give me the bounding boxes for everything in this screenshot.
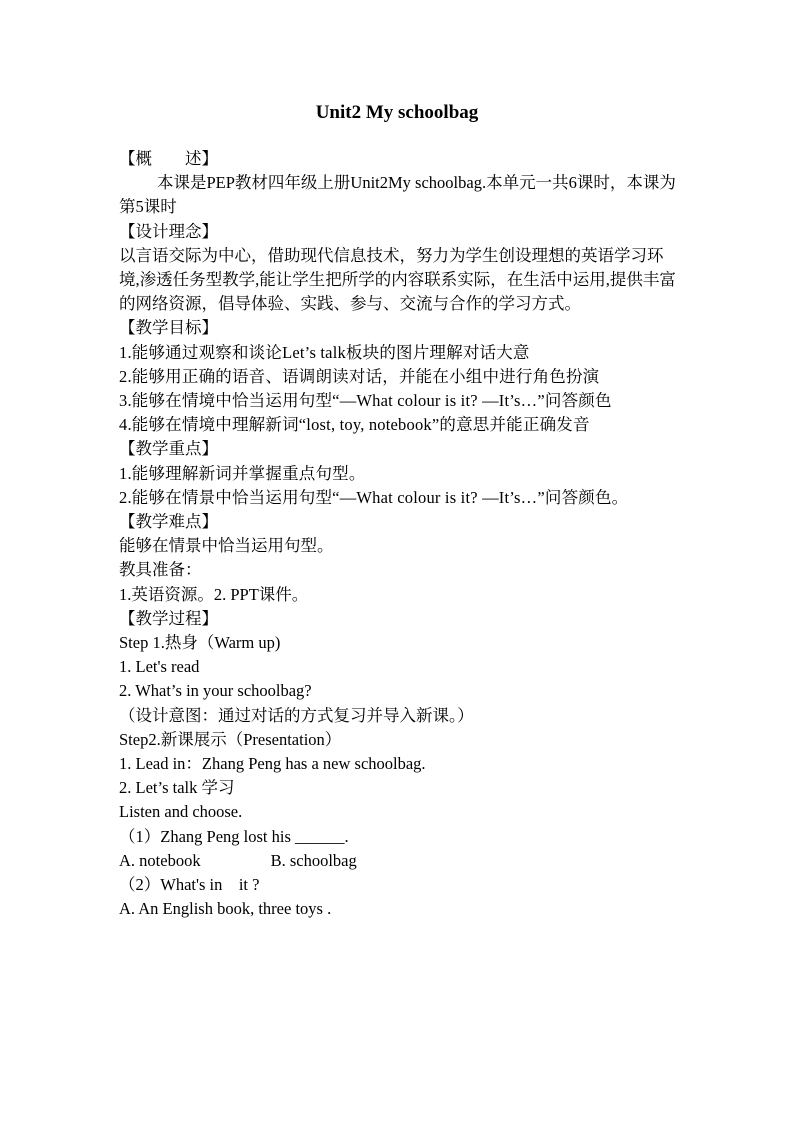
step1-title: Step 1.热身（Warm up)	[119, 633, 281, 653]
listen-label: Listen and choose.	[119, 802, 243, 822]
objectives-heading: 【教学目标】	[119, 318, 218, 338]
document-body	[119, 147, 679, 922]
materials-text: 1.英语资源。2. PPT课件。	[119, 584, 309, 604]
philosophy-heading: 【设计理念】	[119, 221, 218, 241]
keypoints-heading: 【教学重点】	[119, 439, 218, 459]
overview-text: 本课是PEP教材四年级上册Unit2My schoolbag.本单元一共6课时，本课为第5课时	[119, 173, 676, 217]
option-b: B. schoolbag	[270, 850, 357, 870]
objective-item: 1.能够通过观察和谈论Let’s talk板块的图片理解对话大意	[119, 342, 530, 362]
step1-item: 2. What’s in your schoolbag?	[119, 681, 312, 701]
process-heading: 【教学过程】	[119, 608, 218, 628]
difficulty-text: 能够在情景中恰当运用句型。	[119, 536, 334, 556]
step1-note: （设计意图：通过对话的方式复习并导入新课。）	[119, 705, 474, 725]
keypoint-item: 2.能够在情景中恰当运用句型“—What colour is it? —It’s…”问答颜色。	[119, 487, 629, 507]
difficulty-heading: 【教学难点】	[119, 512, 218, 532]
keypoint-item: 1.能够理解新词并掌握重点句型。	[119, 463, 366, 483]
step1-item: 1. Let's read	[119, 657, 200, 677]
step2-item: 1. Lead in：Zhang Peng has a new schoolbag.	[119, 754, 426, 774]
objective-item: 4.能够在情境中理解新词“lost, toy, notebook”的意思并能正确发音	[119, 415, 590, 435]
question-2-option-a: A. An English book, three toys .	[119, 899, 332, 919]
overview-heading: 【概 述】	[119, 149, 218, 168]
question-2: （2）What's in it ?	[119, 875, 260, 895]
step2-item: 2. Let’s talk 学习	[119, 778, 235, 798]
step2-title: Step2.新课展示（Presentation）	[119, 729, 342, 749]
philosophy-text: 以言语交际为中心，借助现代信息技术，努力为学生创设理想的英语学习环境,渗透任务型教学,能让学生把所学的内容联系实际，在生活中运用,提供丰富的网络资源，倡导体验、实践、参与、交流与合作的学习方式。	[119, 245, 676, 314]
objective-item: 2.能够用正确的语音、语调朗读对话，并能在小组中进行角色扮演	[119, 366, 600, 386]
question-1-options	[119, 849, 679, 873]
objective-item: 3.能够在情境中恰当运用句型“—What colour is it? —It’s…”问答颜色	[119, 391, 612, 411]
option-a: A. notebook	[119, 850, 201, 870]
overview-paragraph	[119, 171, 679, 219]
materials-label: 教具准备：	[119, 560, 202, 580]
question-1: （1）Zhang Peng lost his ______.	[119, 826, 349, 846]
document-title: Unit2 My schoolbag	[315, 102, 479, 123]
